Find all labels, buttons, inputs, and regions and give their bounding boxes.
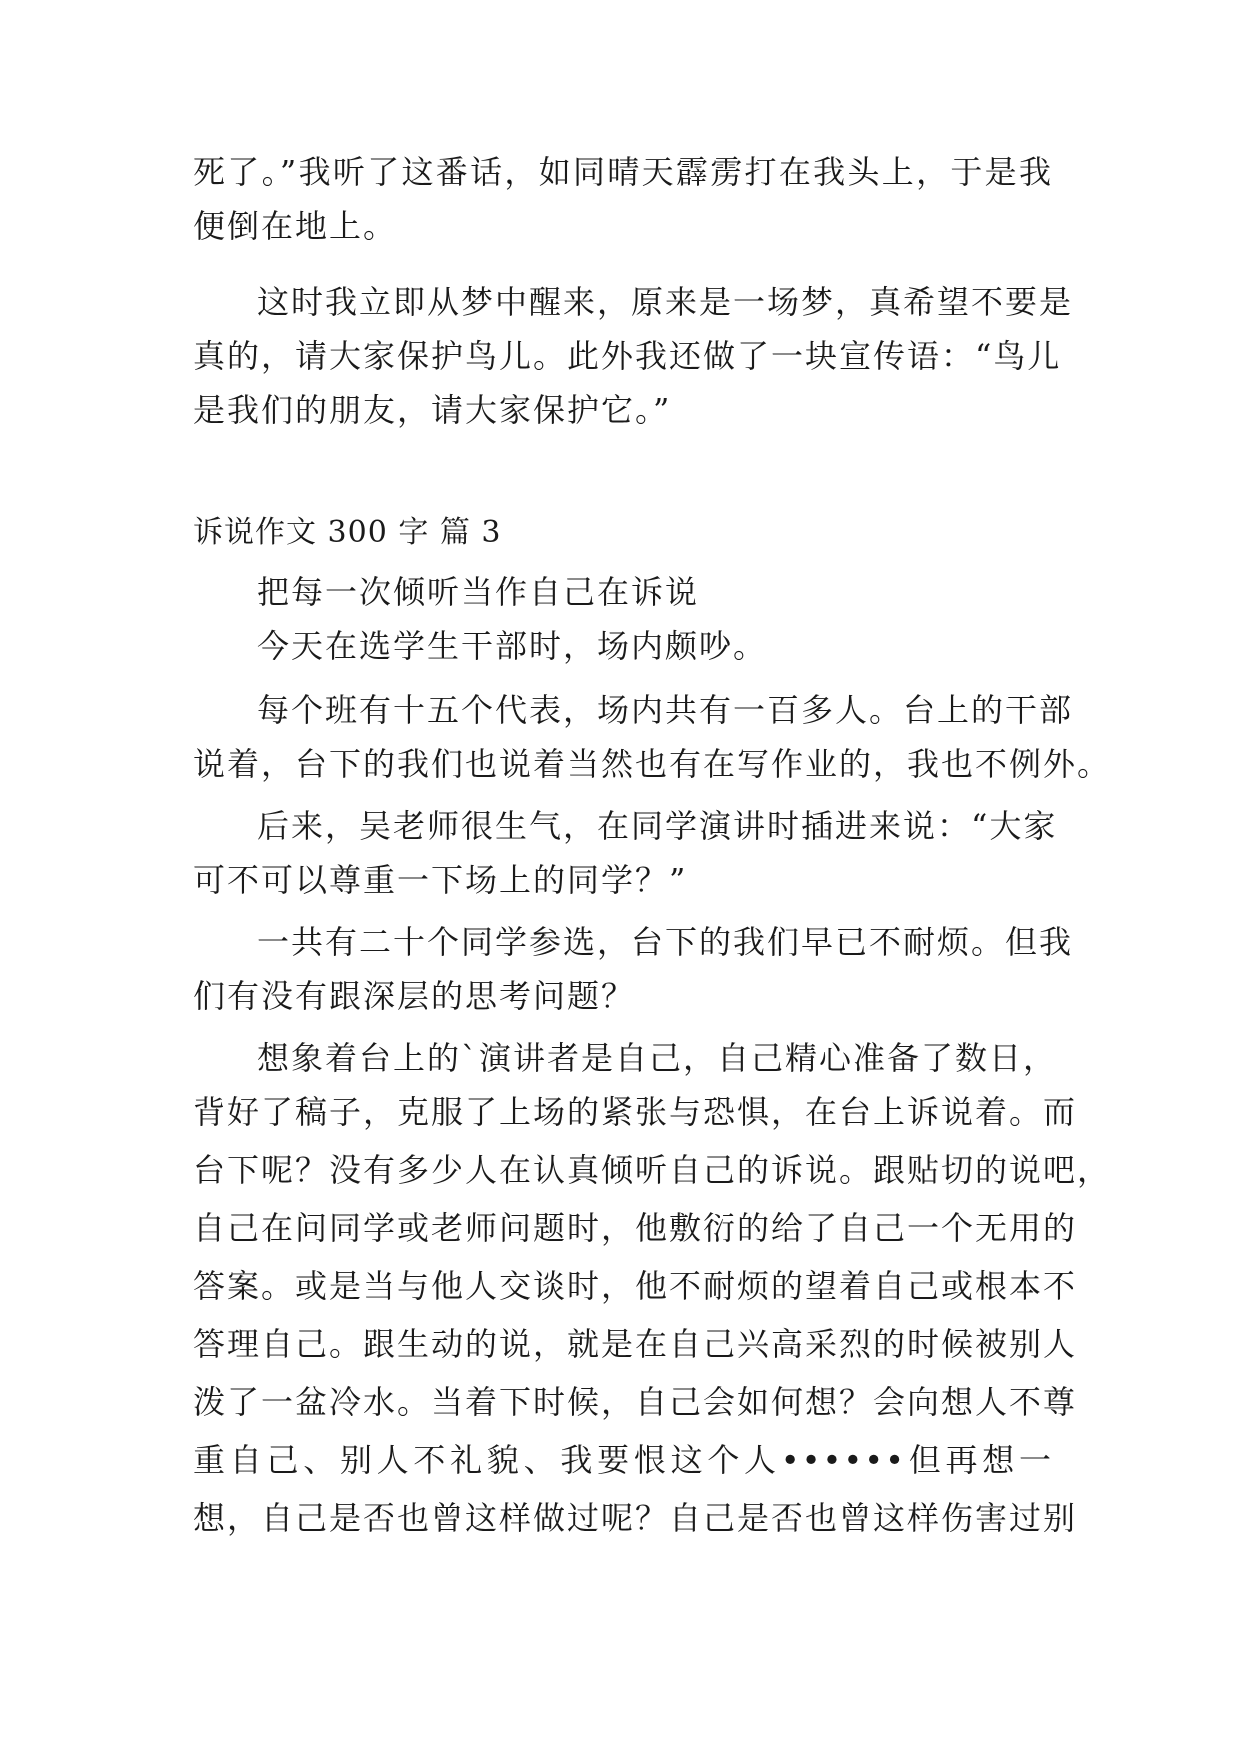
text-line: 说着，台下的我们也说着当然也有在写作业的，我也不例外。	[193, 745, 1112, 783]
paragraph-first-line: 这时我立即从梦中醒来，原来是一场梦，真希望不要是	[257, 283, 1074, 321]
text-line: 们有没有跟深层的思考问题？	[193, 977, 636, 1015]
text-line: 是我们的朋友，请大家保护它。”	[193, 391, 672, 429]
text-line: 自己在问同学或老师问题时，他敷衍的给了自己一个无用的	[193, 1209, 1078, 1247]
text-line: 可不可以尊重一下场上的同学？”	[193, 861, 688, 899]
paragraph-first-line: 后来，吴老师很生气，在同学演讲时插进来说：“大家	[257, 807, 1058, 845]
text-line: 真的，请大家保护鸟儿。此外我还做了一块宣传语：“鸟儿	[193, 337, 1062, 375]
paragraph-first-line: 一共有二十个同学参选，台下的我们早已不耐烦。但我	[257, 923, 1074, 961]
paragraph-first-line: 今天在选学生干部时，场内颇吵。	[257, 627, 768, 665]
paragraph-first-line: 每个班有十五个代表，场内共有一百多人。台上的干部	[257, 691, 1074, 729]
essay-title: 把每一次倾听当作自己在诉说	[257, 573, 700, 611]
text-line: 便倒在地上。	[193, 207, 398, 245]
text-line: 重自己、别人不礼貌、我要恨这个人••••••但再想一	[193, 1441, 1053, 1479]
text-line: 死了。”我听了这番话，如同晴天霹雳打在我头上，于是我	[193, 153, 1053, 191]
text-line: 想，自己是否也曾这样做过呢？自己是否也曾这样伤害过别	[193, 1499, 1078, 1537]
text-line: 背好了稿子，克服了上场的紧张与恐惧，在台上诉说着。而	[193, 1093, 1078, 1131]
text-line: 答案。或是当与他人交谈时，他不耐烦的望着自己或根本不	[193, 1267, 1078, 1305]
paragraph-first-line: 想象着台上的`演讲者是自己，自己精心准备了数日，	[257, 1039, 1058, 1077]
text-line: 答理自己。跟生动的说，就是在自己兴高采烈的时候被别人	[193, 1325, 1078, 1363]
text-line: 泼了一盆冷水。当着下时候，自己会如何想？会向想人不尊	[193, 1383, 1078, 1421]
section-heading: 诉说作文 300 字 篇 3	[193, 515, 502, 550]
text-line: 台下呢？没有多少人在认真倾听自己的诉说。跟贴切的说吧，	[193, 1151, 1112, 1189]
